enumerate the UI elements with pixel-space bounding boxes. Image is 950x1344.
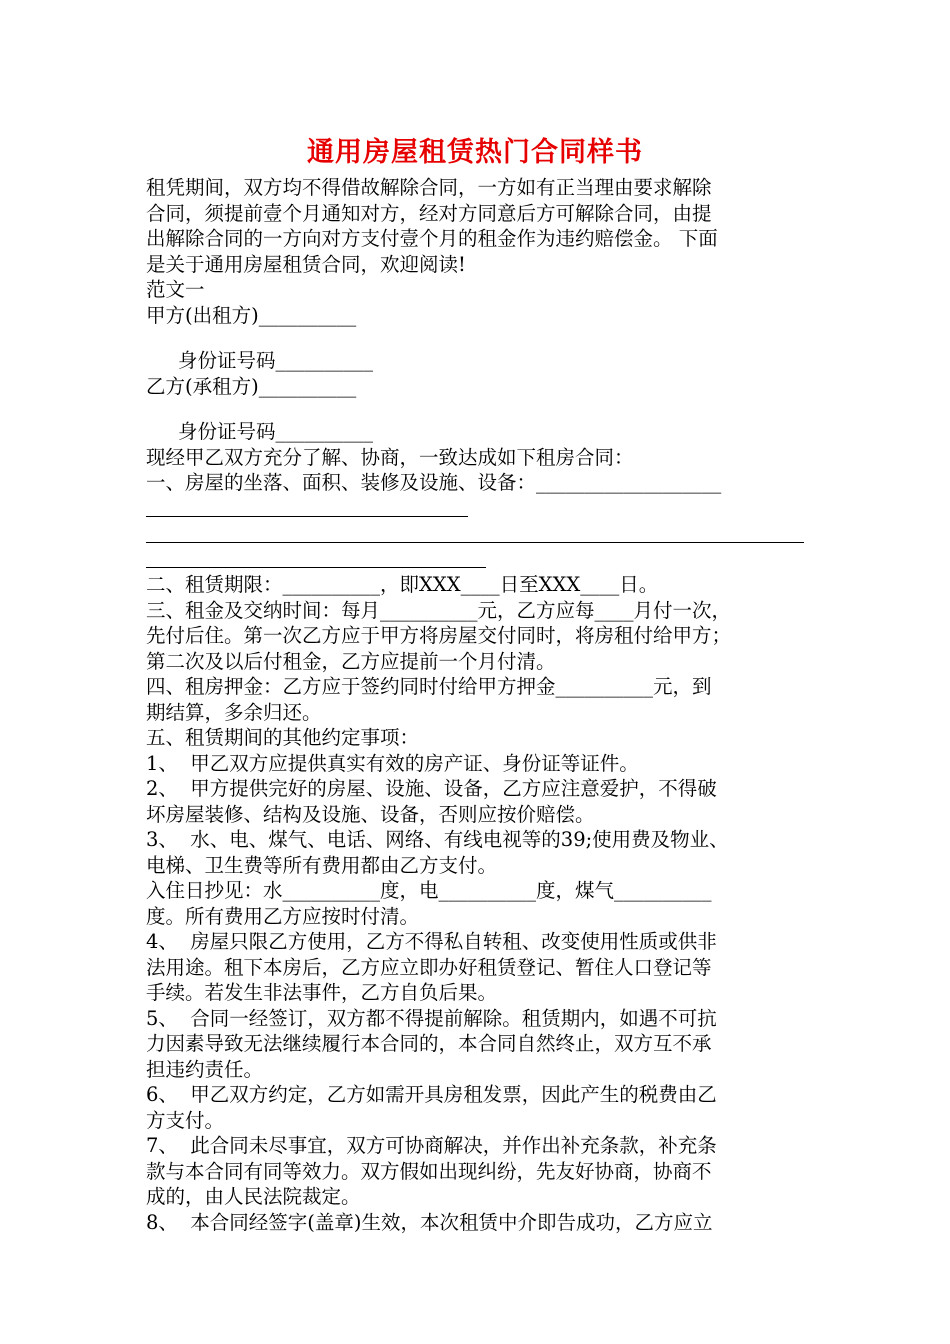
item-5-line: 担违约责任。 — [146, 1057, 264, 1081]
blank-rule — [146, 547, 810, 573]
party-b-field: 乙方(承租方)__________ — [146, 374, 357, 398]
intro-line: 出解除合同的一方向对方支付壹个月的租金作为违约赔偿金。 下面 — [146, 227, 718, 250]
meter-readings — [146, 878, 810, 929]
intro-line: 合同，须提前壹个月通知对方，经对方同意后方可解除合同，由提 — [146, 201, 712, 225]
clause-2: 二、租赁期限：__________，即XXX____日至XXX____日。 — [146, 573, 659, 596]
item-1 — [146, 751, 810, 777]
clause-3-line: 第二次及以后付租金，乙方应提前一个月付清。 — [146, 649, 556, 673]
clause-4-line: 期结算，多余归还。 — [146, 700, 322, 724]
item-5 — [146, 1006, 810, 1083]
item-7-line: 7、 此合同未尽事宜，双方可协商解决，并作出补充条款，补充条 — [146, 1134, 717, 1157]
item-7-line: 款与本合同有同等效力。双方假如出现纠纷，先友好协商，协商不 — [146, 1159, 712, 1183]
blank-rule — [146, 496, 810, 522]
item-6-line: 6、 甲乙双方约定，乙方如需开具房租发票，因此产生的税费由乙 — [146, 1083, 717, 1106]
clause-3-line: 三、租金及交纳时间：每月__________元，乙方应每____月付一次， — [146, 598, 732, 622]
clause-3-line: 先付后住。第一次乙方应于甲方将房屋交付同时，将房租付给甲方； — [146, 624, 732, 647]
item-7-line: 成的，由人民法院裁定。 — [146, 1185, 361, 1208]
item-3-line: 3、 水、电、煤气、电话、网络、有线电视等的39;使用费及物业、 — [146, 828, 729, 851]
intro-paragraph — [146, 175, 810, 277]
sample-label: 范文一 — [146, 278, 205, 301]
meter-line: 入住日抄见：水__________度，电__________度，煤气__________ — [146, 879, 712, 902]
item-4-line: 法用途。租下本房后，乙方应立即办好租赁登记、暂住人口登记等 — [146, 955, 712, 979]
item-4-line: 4、 房屋只限乙方使用，乙方不得私自转租、改变使用性质或供非 — [146, 930, 717, 953]
item-3 — [146, 827, 810, 878]
item-4-line: 手续。若发生非法事件，乙方自负后果。 — [146, 981, 498, 1004]
clause-3 — [146, 598, 810, 675]
item-1-line: 1、 甲乙双方应提供真实有效的房产证、身份证等证件。 — [146, 751, 639, 775]
item-6 — [146, 1082, 810, 1133]
item-2 — [146, 776, 810, 827]
intro-line: 租凭期间，双方均不得借故解除合同，一方如有正当理由要求解除 — [146, 176, 712, 199]
preamble: 现经甲乙双方充分了解、协商，一致达成如下租房合同： — [146, 445, 634, 469]
blank-spacer — [146, 399, 810, 419]
item-8 — [146, 1210, 810, 1236]
clause-5-heading: 五、租赁期间的其他约定事项： — [146, 726, 420, 749]
clause-1: 一、房屋的坐落、面积、装修及设施、设备：___________________ — [146, 471, 722, 494]
intro-line: 是关于通用房屋租赁合同，欢迎阅读! — [146, 252, 466, 276]
meter-line: 度。所有费用乙方应按时付清。 — [146, 904, 420, 928]
item-7 — [146, 1133, 810, 1210]
item-5-line: 力因素导致无法继续履行本合同的，本合同自然终止，双方互不承 — [146, 1032, 712, 1055]
item-4 — [146, 929, 810, 1006]
item-5-line: 5、 合同一经签订，双方都不得提前解除。租赁期内，如遇不可抗 — [146, 1006, 717, 1030]
document-body — [146, 175, 810, 1235]
document-title: 通用房屋租赁热门合同样书 — [307, 137, 643, 168]
item-8-line: 8、 本合同经签字(盖章)生效，本次租赁中介即告成功，乙方应立 — [146, 1210, 713, 1234]
clause-4-line: 四、租房押金：乙方应于签约同时付给甲方押金__________元，到 — [146, 675, 712, 698]
item-3-line: 电梯、卫生费等所有费用都由乙方支付。 — [146, 853, 498, 877]
party-a-field: 甲方(出租方)__________ — [146, 303, 357, 327]
blank-rule — [146, 521, 810, 547]
party-a-id-field: 身份证号码__________ — [178, 349, 374, 372]
party-b-id-field: 身份证号码__________ — [178, 420, 374, 443]
blank-spacer — [146, 328, 810, 348]
clause-4 — [146, 674, 810, 725]
item-6-line: 方支付。 — [146, 1108, 225, 1132]
item-2-line: 坏房屋装修、结构及设施、设备，否则应按价赔偿。 — [146, 802, 595, 826]
item-2-line: 2、 甲方提供完好的房屋、设施、设备，乙方应注意爱护，不得破 — [146, 777, 717, 800]
